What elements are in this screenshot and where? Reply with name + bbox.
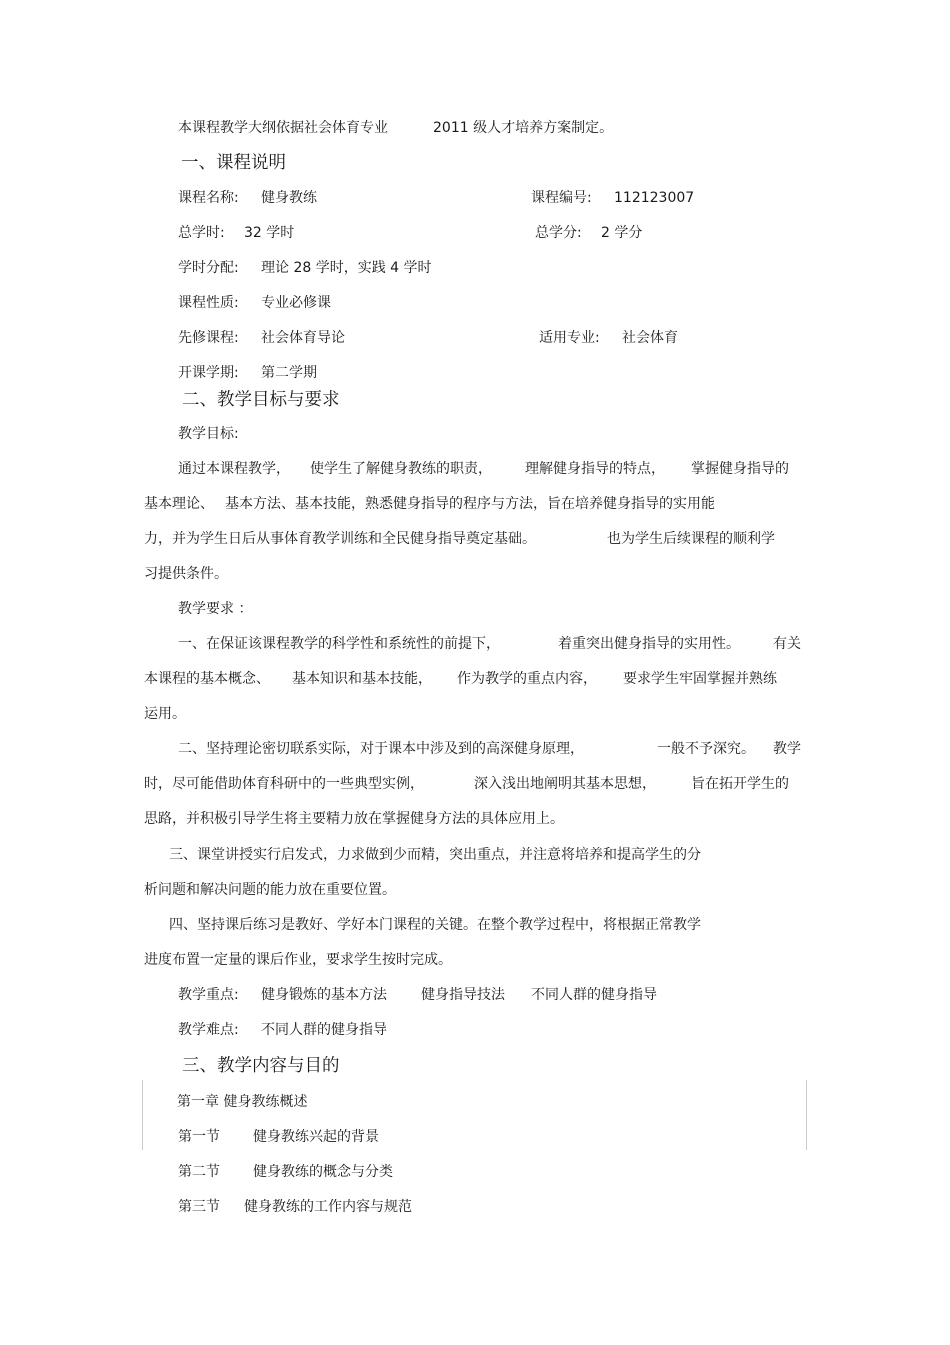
requirement-2-text: 深入浅出地阐明其基本思想，: [474, 776, 656, 792]
requirement-4-text: 四、坚持课后练习是教好、学好本门课程的关键。在整个教学过程中，将根据正常教学: [169, 917, 701, 933]
requirement-2-text: 教学: [773, 741, 801, 757]
prerequisite-label: 先修课程:: [178, 330, 239, 346]
requirement-2-text: 思路，并积极引导学生将主要精力放在掌握健身方法的具体应用上。: [144, 811, 564, 827]
hours-distribution-label: 学时分配:: [178, 260, 239, 276]
goal-text: 基本方法、基本技能，熟悉健身指导的程序与方法，旨在培养健身指导的实用能: [225, 496, 715, 512]
requirement-2-text: 二、坚持理论密切联系实际，对于课本中涉及到的高深健身原理，: [178, 741, 584, 757]
goal-label: 教学目标:: [178, 426, 239, 442]
requirement-1-text: 一、在保证该课程教学的科学性和系统性的前提下，: [178, 636, 500, 652]
intro-text: 本课程教学大纲依据社会体育专业: [178, 120, 388, 136]
requirement-2-text: 时，尽可能借助体育科研中的一些典型实例，: [144, 776, 424, 792]
goal-text: 也为学生后续课程的顺利学: [607, 531, 775, 547]
table-border-left: [142, 1080, 143, 1150]
section-title: 健身教练兴起的背景: [253, 1129, 379, 1145]
section-number: 第三节: [178, 1199, 220, 1215]
goal-text: 掌握健身指导的: [691, 461, 789, 477]
total-hours-label: 总学时:: [178, 225, 225, 241]
goal-text: 理解健身指导的特点，: [525, 461, 665, 477]
table-border-right: [806, 1080, 807, 1150]
section-number: 第一节: [178, 1129, 220, 1145]
requirement-1-text: 着重突出健身指导的实用性。: [558, 636, 740, 652]
intro-text-cont: 2011 级人才培养方案制定。: [433, 120, 614, 136]
requirement-1-text: 基本知识和基本技能，: [292, 671, 432, 687]
goal-text: 使学生了解健身教练的职责，: [310, 461, 492, 477]
course-nature-value: 专业必修课: [261, 295, 331, 311]
goal-text: 基本理论、: [144, 496, 214, 512]
course-nature-label: 课程性质:: [178, 295, 239, 311]
key-points-label: 教学重点:: [178, 987, 239, 1003]
course-code-value: 112123007: [614, 190, 695, 206]
section-title: 健身教练的工作内容与规范: [244, 1199, 412, 1215]
requirement-1-text: 有关: [773, 636, 801, 652]
total-credits-value: 2 学分: [601, 225, 643, 241]
section-number: 第二节: [178, 1164, 220, 1180]
difficulty-value: 不同人群的健身指导: [261, 1022, 387, 1038]
goal-text: 通过本课程教学，: [178, 461, 290, 477]
goal-text: 习提供条件。: [144, 566, 228, 582]
total-credits-label: 总学分:: [535, 225, 582, 241]
section-3-heading: 三、教学内容与目的: [182, 1056, 340, 1076]
hours-distribution-value: 理论 28 学时，实践 4 学时: [261, 260, 432, 276]
difficulty-label: 教学难点:: [178, 1022, 239, 1038]
term-label: 开课学期:: [178, 365, 239, 381]
requirement-4-text: 进度布置一定量的课后作业，要求学生按时完成。: [144, 952, 452, 968]
section-1-heading: 一、课程说明: [181, 153, 286, 173]
requirement-label: 教学要求 ：: [178, 601, 253, 617]
applicable-major-label: 适用专业:: [539, 330, 600, 346]
course-name-label: 课程名称:: [178, 190, 239, 206]
course-name-value: 健身教练: [261, 190, 317, 206]
requirement-2-text: 一般不予深究。: [657, 741, 755, 757]
section-title: 健身教练的概念与分类: [253, 1164, 393, 1180]
requirement-1-text: 作为教学的重点内容，: [457, 671, 597, 687]
requirement-3-text: 析问题和解决问题的能力放在重要位置。: [144, 882, 396, 898]
requirement-3-text: 三、课堂讲授实行启发式，力求做到少而精，突出重点，并注意将培养和提高学生的分: [169, 847, 701, 863]
goal-text: 力，并为学生日后从事体育教学训练和全民健身指导奠定基础。: [144, 531, 536, 547]
prerequisite-value: 社会体育导论: [261, 330, 345, 346]
requirement-2-text: 旨在拓开学生的: [691, 776, 789, 792]
term-value: 第二学期: [261, 365, 317, 381]
requirement-1-text: 要求学生牢固掌握并熟练: [623, 671, 777, 687]
total-hours-value: 32 学时: [244, 225, 295, 241]
applicable-major-value: 社会体育: [622, 330, 678, 346]
key-point-item: 不同人群的健身指导: [531, 987, 657, 1003]
course-code-label: 课程编号:: [531, 190, 592, 206]
chapter-title: 第一章 健身教练概述: [177, 1094, 308, 1110]
requirement-1-text: 本课程的基本概念、: [144, 671, 270, 687]
key-point-item: 健身锻炼的基本方法: [261, 987, 387, 1003]
section-2-heading: 二、教学目标与要求: [182, 390, 340, 410]
requirement-1-text: 运用。: [144, 706, 186, 722]
key-point-item: 健身指导技法: [421, 987, 505, 1003]
